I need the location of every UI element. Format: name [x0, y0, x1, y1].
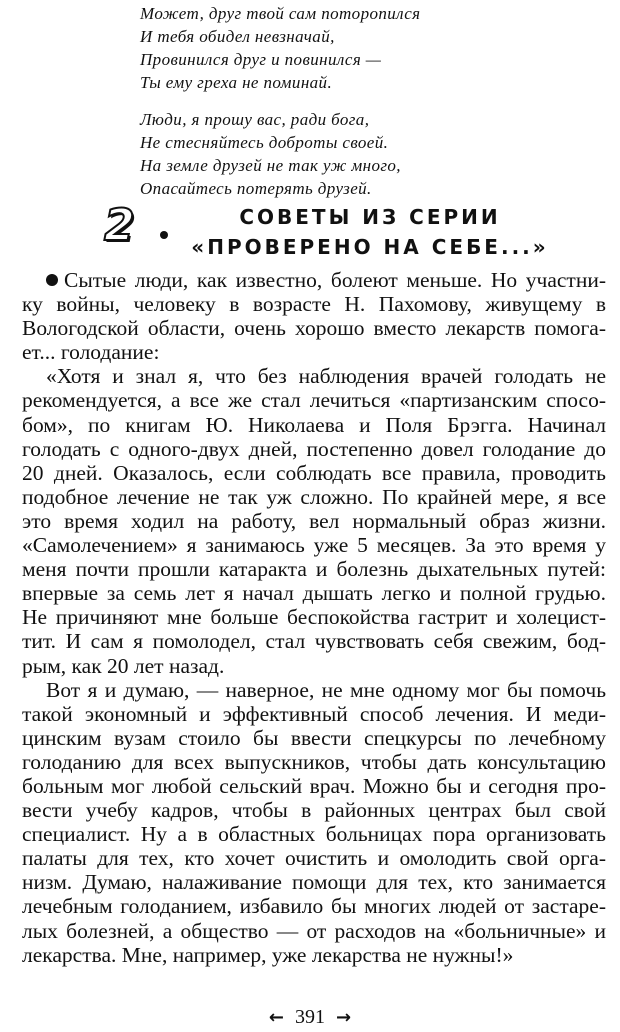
paragraph-line-text: ет... голодание:	[22, 340, 160, 365]
paragraph-line	[22, 292, 606, 316]
paragraph	[22, 364, 606, 677]
paragraph-line	[22, 340, 606, 364]
poem-stanza	[140, 2, 580, 94]
poem	[140, 2, 580, 214]
paragraph-line	[22, 943, 606, 967]
paragraph-line	[22, 846, 606, 870]
paragraph-line	[22, 678, 606, 702]
paragraph-line-text: цинским вузам стоило бы ввести спецкурсы по лечебному	[22, 725, 606, 750]
paragraph-line	[22, 413, 606, 437]
paragraph-line-text: бом», по книгам Ю. Николаева и Поля Брэгга. Начинал	[22, 412, 606, 437]
article-body	[22, 268, 606, 967]
section-heading-line: СОВЕТЫ ИЗ СЕРИИ	[239, 205, 501, 229]
bullet-icon	[46, 274, 58, 286]
paragraph-line	[22, 798, 606, 822]
paragraph-line-text: тит. И сам я помолодел, стал чувствовать себя свежим, бод-	[22, 629, 606, 654]
paragraph-line	[22, 726, 606, 750]
poem-stanza	[140, 108, 580, 200]
paragraph-line-text: голодать с одного-двух дней, постепенно довел голодание до	[22, 436, 606, 461]
paragraph-line-text: это время ходил на работу, вел нормальный образ жизни.	[22, 508, 606, 533]
paragraph-line-text: больным мог любой сельский врач. Можно бы и сегодня про-	[22, 773, 606, 798]
paragraph-line	[22, 654, 606, 678]
poem-line: Люди, я прошу вас, ради бога,	[140, 110, 370, 129]
paragraph-line	[22, 509, 606, 533]
paragraph-line-text: палаты для тех, кто хочет очистить и омолодить свой орга-	[22, 846, 606, 871]
paragraph-line-text: такой экономный и эффективный способ лечения. И меди-	[22, 701, 606, 726]
paragraph-line	[22, 774, 606, 798]
poem-line: Может, друг твой сам поторопился	[140, 4, 421, 23]
paragraph-line	[22, 268, 606, 292]
section-number-dot	[160, 231, 168, 239]
paragraph-line-text: впервые за семь лет я начал дышать легко и полной грудью.	[22, 581, 606, 606]
paragraph-line	[22, 750, 606, 774]
paragraph-line-text: низм. Думаю, налаживание помощи для тех, кто занимается	[22, 870, 606, 895]
paragraph-line-text: «Хотя и знал я, что без наблюдения врачей голодать не	[46, 364, 606, 389]
poem-line: И тебя обидел невзначай,	[140, 27, 335, 46]
paragraph-line	[22, 581, 606, 605]
paragraph-line-text: лекарства. Мне, например, уже лекарства не нужны!»	[22, 942, 514, 967]
section-heading	[170, 202, 570, 262]
section-heading-line: «ПРОВЕРЕНО НА СЕБЕ...»	[191, 235, 549, 259]
paragraph-line	[22, 461, 606, 485]
paragraph-line	[22, 605, 606, 629]
paragraph-line	[22, 437, 606, 461]
paragraph-line-text: лых болезней, а общество — от расходов на «больничные» и	[22, 918, 606, 943]
paragraph-line	[22, 316, 606, 340]
paragraph-line-text: рекомендуется, а все же стал лечиться «партизанским спосо-	[22, 388, 606, 413]
paragraph-line	[22, 822, 606, 846]
paragraph-line	[22, 919, 606, 943]
paragraph-line	[22, 702, 606, 726]
paragraph-line-text: голоданию для всех выпускников, чтобы дать консультацию	[22, 749, 606, 774]
paragraph-line	[22, 629, 606, 653]
paragraph-line	[22, 388, 606, 412]
paragraph-line-text: лечебным голоданием, избавило бы многих людей от застаре-	[22, 894, 606, 919]
poem-line: Провинился друг и повинился —	[140, 50, 382, 69]
page-number: 391	[295, 1006, 325, 1028]
paragraph-line-text: рым, как 20 лет назад.	[22, 653, 225, 678]
paragraph-line	[22, 870, 606, 894]
paragraph-line-text: вести учебу кадров, чтобы в районных центрах был свой	[22, 798, 606, 823]
paragraph	[22, 678, 606, 967]
paragraph-line	[22, 533, 606, 557]
paragraph-line-text: подобное лечение не так уж сложно. По крайней мере, я все	[22, 484, 606, 509]
paragraph-line-text: Вот я и думаю, — наверное, не мне одному мог бы помочь	[46, 677, 606, 702]
paragraph-line-text: Не причиняют мне больше беспокойства гастрит и холецист-	[22, 605, 606, 630]
paragraph-line-text: Вологодской области, очень хорошо вместо лекарств помога-	[22, 316, 606, 341]
poem-line: Не стесняйтесь доброты своей.	[140, 133, 389, 152]
paragraph-line	[22, 557, 606, 581]
poem-line: Ты ему греха не поминай.	[140, 73, 333, 92]
poem-line: На земле друзей не так уж много,	[140, 156, 401, 175]
paragraph-line	[22, 894, 606, 918]
arrow-left-icon: ←	[268, 1007, 284, 1028]
section-number: 2	[104, 200, 135, 251]
page-footer	[0, 1005, 620, 1030]
paragraph-line	[22, 485, 606, 509]
paragraph-line	[22, 364, 606, 388]
arrow-right-icon: →	[336, 1007, 352, 1028]
paragraph-line-text: меня почти прошли катаракта и болезнь дыхательных путей:	[22, 557, 606, 582]
paragraph	[22, 268, 606, 364]
paragraph-line-text: Сытые люди, как известно, болеют меньше. Но участни-	[64, 268, 606, 292]
paragraph-line-text: специалист. Ну а в областных больницах пора организовать	[22, 822, 606, 847]
paragraph-line-text: «Самолечением» я занимаюсь уже 5 месяцев. За это время у	[22, 533, 606, 558]
poem-line: Опасайтесь потерять друзей.	[140, 179, 372, 198]
paragraph-line-text: ку войны, человеку в возрасте Н. Пахомову, живущему в	[22, 292, 606, 317]
paragraph-line-text: 20 дней. Оказалось, если соблюдать все правила, проводить	[22, 460, 606, 485]
